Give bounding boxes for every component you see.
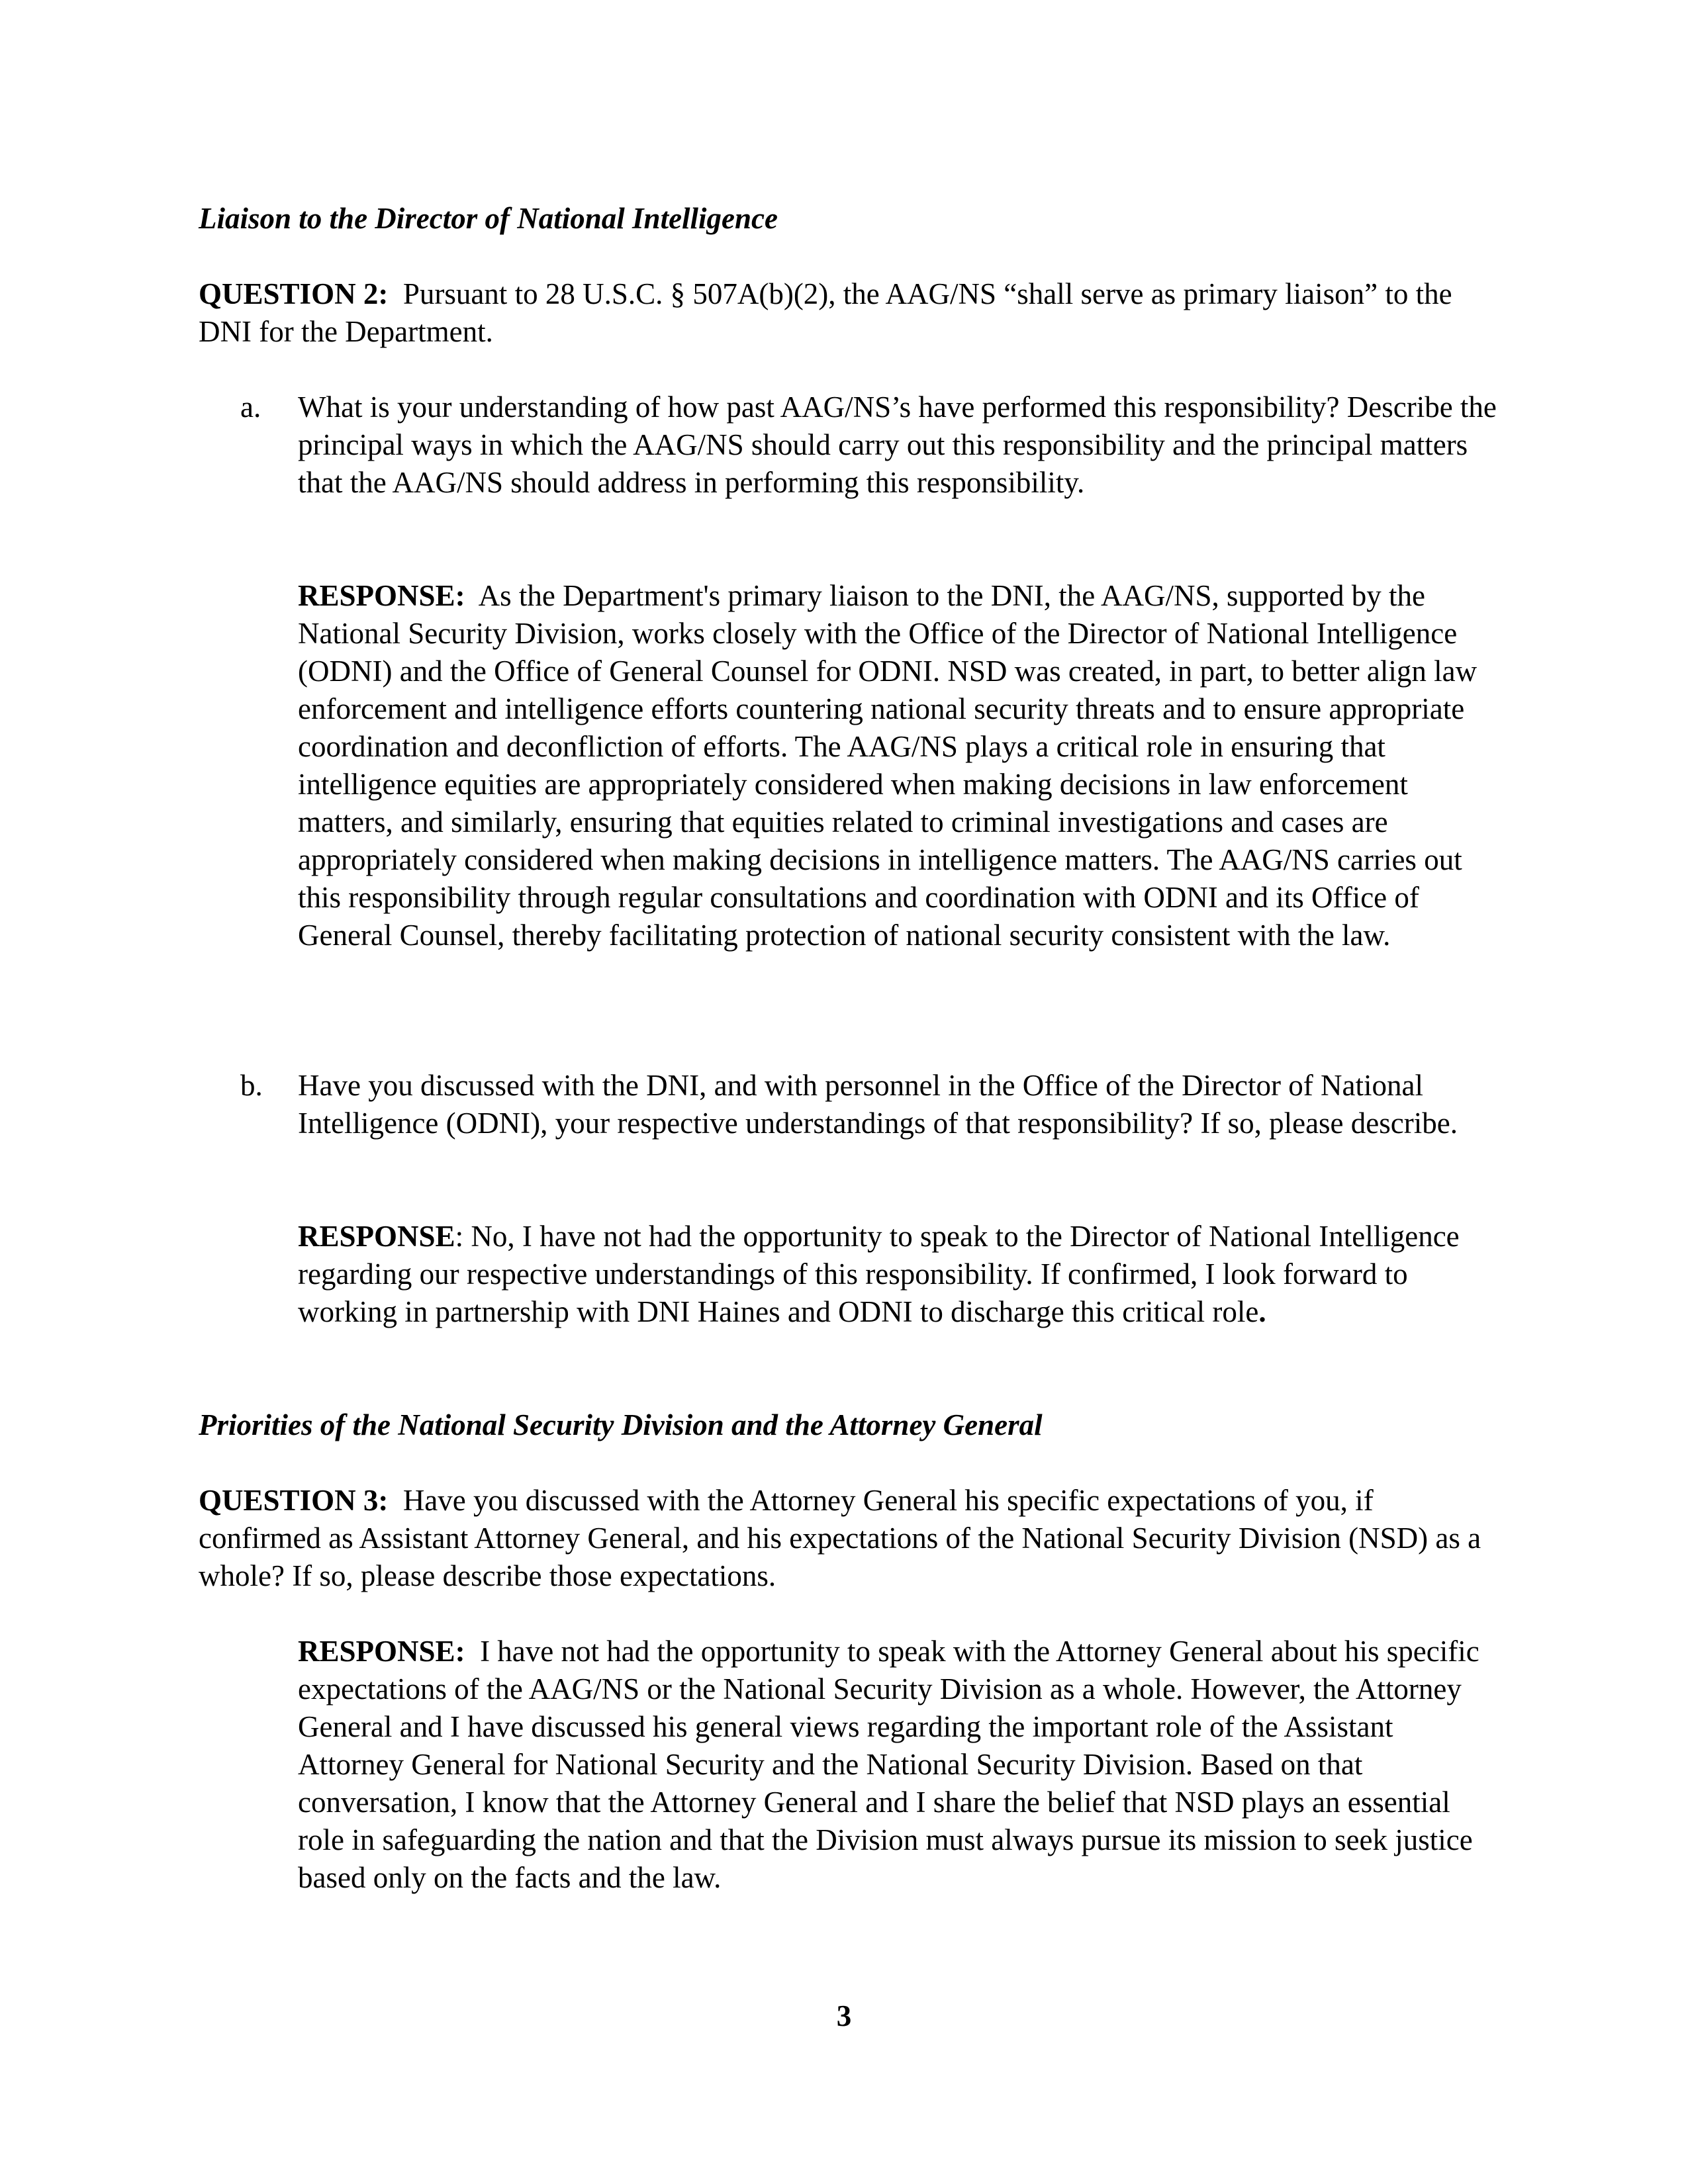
section-heading-dni-liaison: Liaison to the Director of National Intelligence [199, 202, 778, 235]
response-2b-end: . [1258, 1295, 1266, 1328]
response-2b-label: RESPONSE [298, 1220, 455, 1253]
question-2-label: QUESTION 2: [199, 277, 389, 310]
question-3-label: QUESTION 3: [199, 1484, 389, 1517]
question-2b-text: Have you discussed with the DNI, and with personnel in the Office of the Director of National Intelligence (ODNI), your respective understandings of that responsibility? If so, please describe. [298, 1069, 1458, 1140]
response-2a-label: RESPONSE: [298, 579, 465, 612]
question-2-text: Pursuant to 28 U.S.C. § 507A(b)(2), the AAG/NS “shall serve as primary liaison” to the DNI for the Department. [199, 277, 1452, 348]
question-2a [240, 388, 1498, 502]
question-2a-text: What is your understanding of how past AAG/NS’s have performed this responsibility? Describe the principal ways in which the AAG/NS should carry out this responsibility and the principal matters that the AAG/NS should address in performing this responsibility. [298, 390, 1497, 499]
page-number: 3 [836, 1999, 852, 2032]
question-2a-marker: a. [240, 390, 261, 424]
response-2b-text: : No, I have not had the opportunity to speak to the Director of National Intelligence regarding our respective understandings of this responsibility. If confirmed, I look forward to working in partnership with DNI Haines and ODNI to discharge this critical role [298, 1220, 1460, 1328]
response-2a-text: As the Department's primary liaison to the DNI, the AAG/NS, supported by the National Security Division, works closely with the Office of the Director of National Intelligence (ODNI) and the Office of General Counsel for ODNI. NSD was created, in part, to better align law enforcement and intelligence efforts countering national security threats and to ensure appropriate coordination and deconfliction of efforts. The AAG/NS plays a critical role in ensuring that intelligence equities are appropriately considered when making decisions in law enforcement matters, and similarly, ensuring that equities related to criminal investigations and cases are appropriately considered when making decisions in intelligence matters. The AAG/NS carries out this responsibility through regular consultations and coordination with ODNI and its Office of General Counsel, thereby facilitating protection of national security consistent with the law. [298, 579, 1477, 952]
response-2b [298, 1218, 1489, 1331]
response-3-text: I have not had the opportunity to speak with the Attorney General about his specific expectations of the AAG/NS or the National Security Division as a whole. However, the Attorney General and I have discussed his general views regarding the important role of the Assistant Attorney General for National Security and the National Security Division. Based on that conversation, I know that the Attorney General and I share the belief that NSD plays an essential role in safeguarding the nation and that the Division must always pursue its mission to seek justice based only on the facts and the law. [298, 1635, 1479, 1894]
response-3 [298, 1633, 1489, 1897]
response-2a [298, 577, 1489, 954]
question-3-text: Have you discussed with the Attorney General his specific expectations of you, if confirmed as Assistant Attorney General, and his expectations of the National Security Division (NSD) as a whole? If so, please describe those expectations. [199, 1484, 1481, 1592]
question-3 [199, 1482, 1496, 1595]
response-3-label: RESPONSE: [298, 1635, 465, 1668]
question-2b [240, 1067, 1498, 1142]
section-heading-nsd-priorities: Priorities of the National Security Division and the Attorney General [199, 1408, 1043, 1441]
question-2b-marker: b. [240, 1069, 263, 1102]
question-2 [199, 275, 1496, 351]
